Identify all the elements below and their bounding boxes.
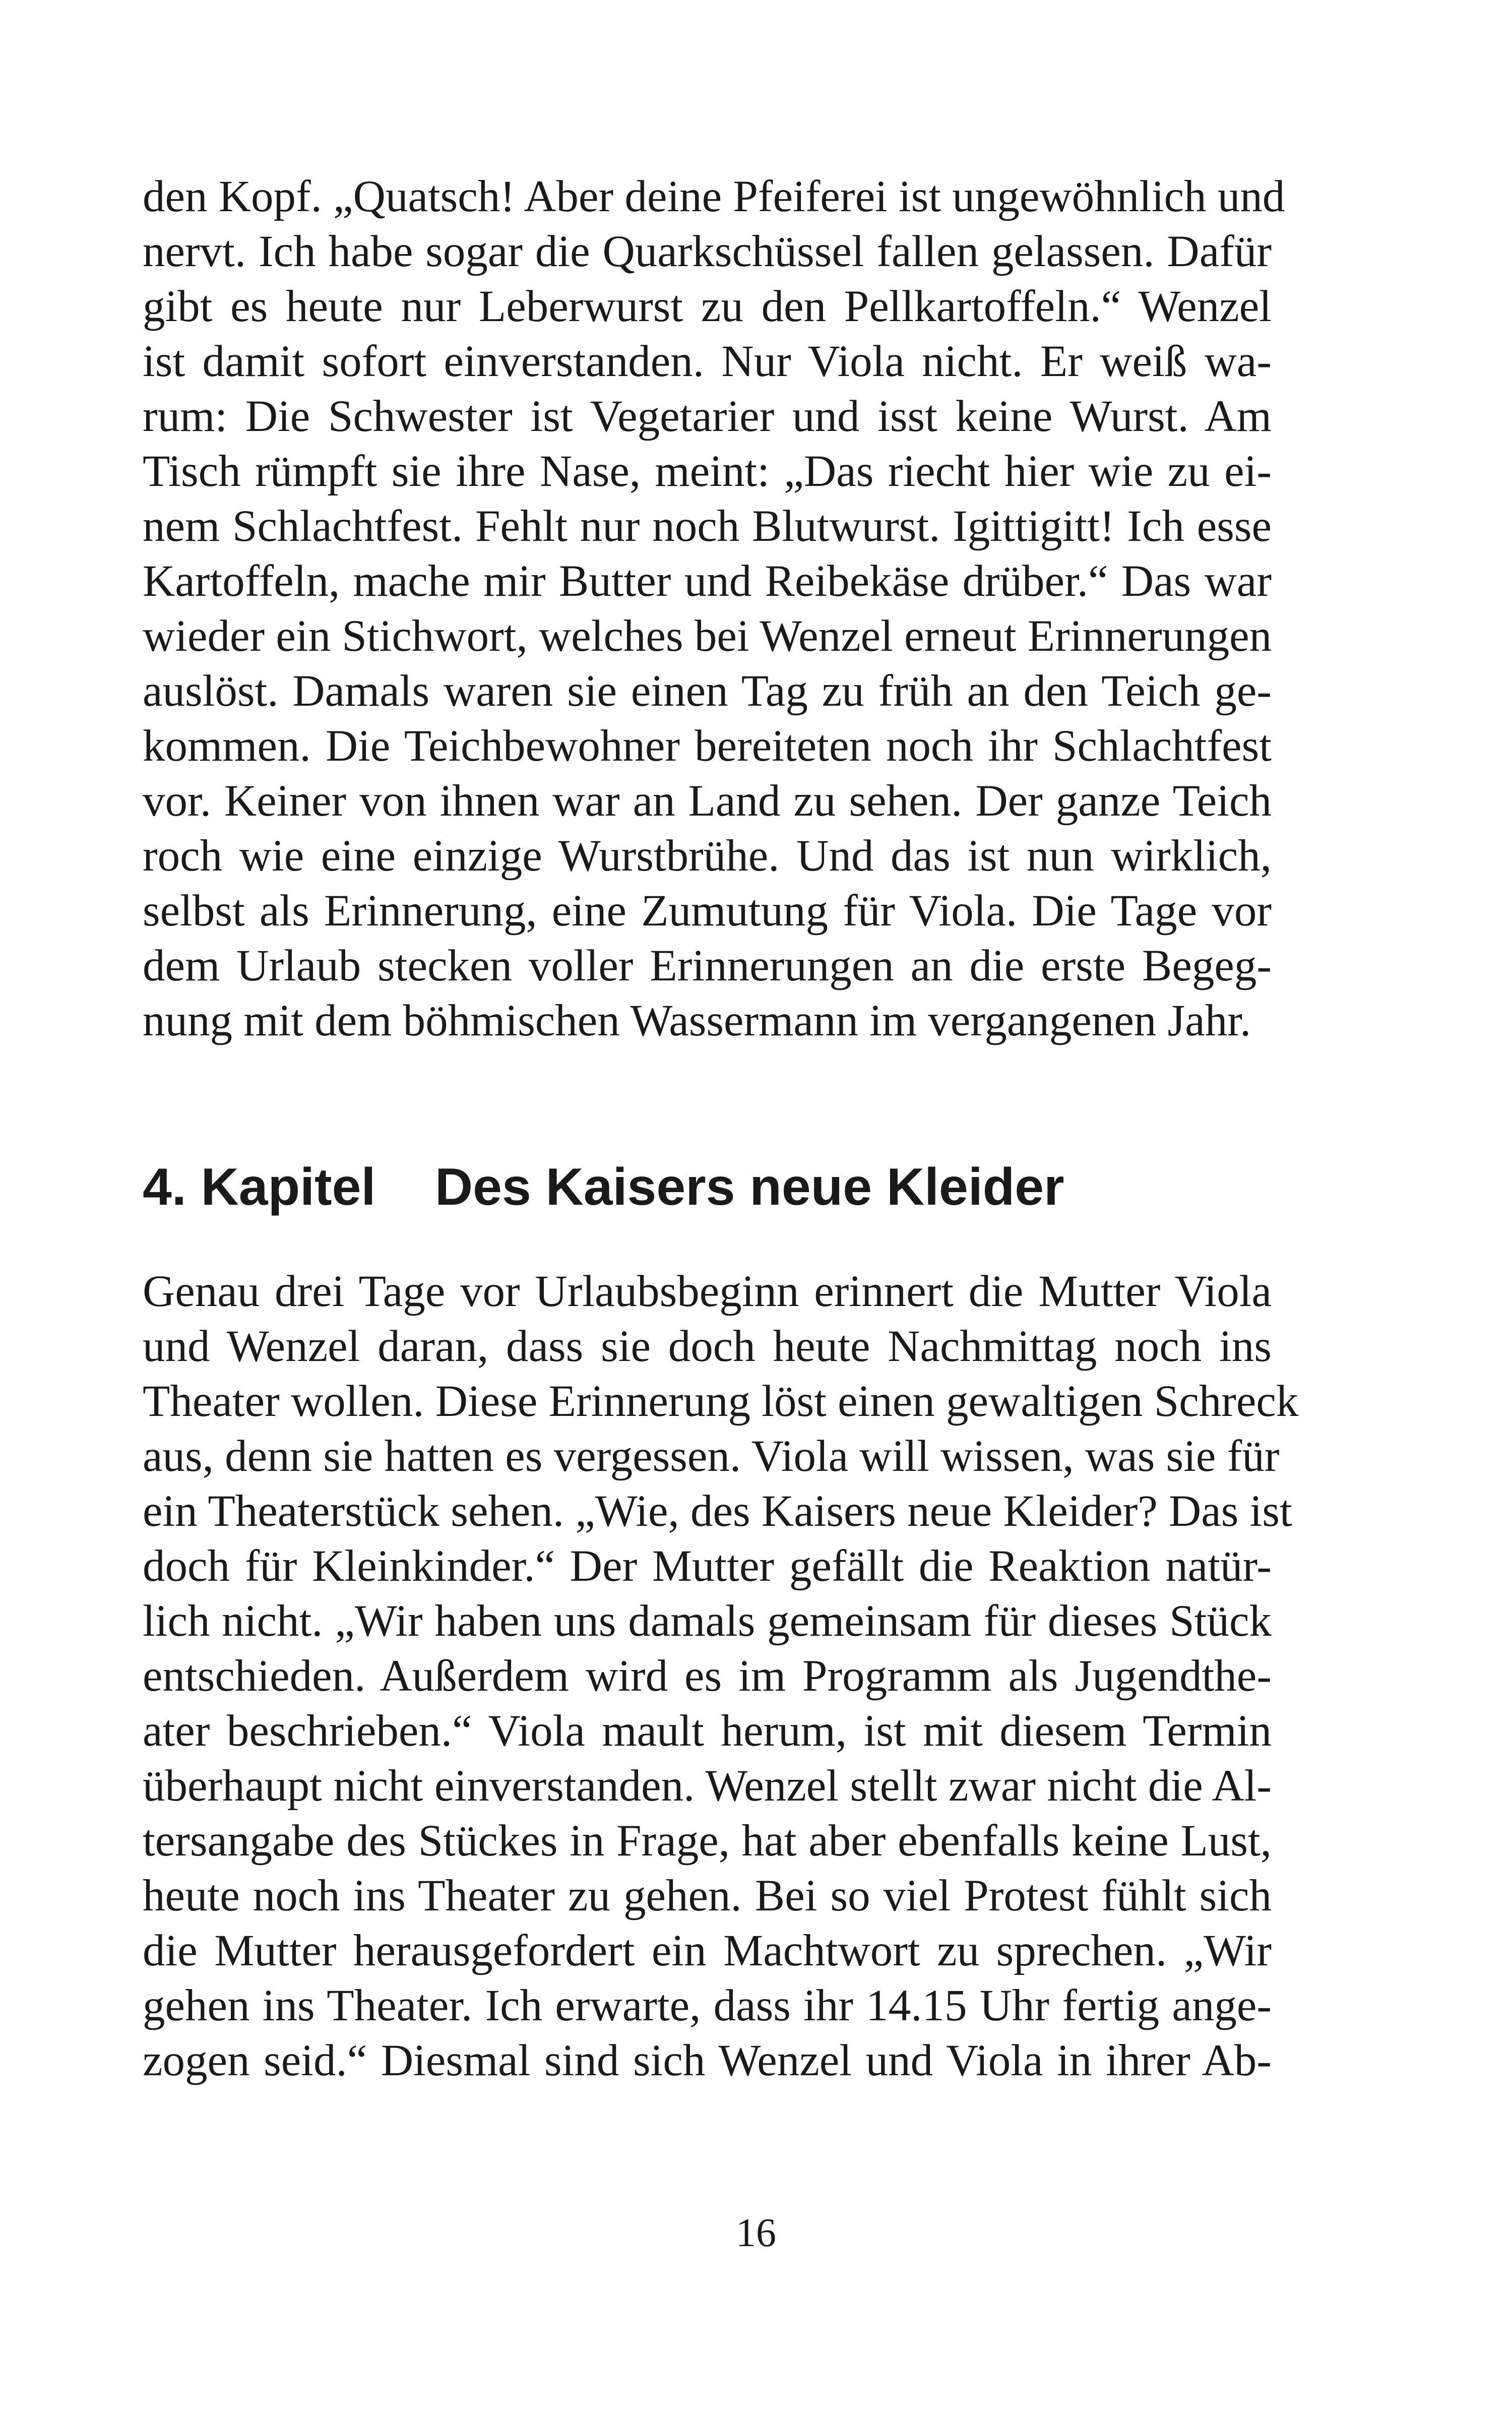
text-line: gibt es heute nur Leberwurst zu den Pellkartoffeln.“ Wenzel	[143, 282, 1272, 331]
text-line: Kartoffeln, mache mir Butter und Reibekäse drüber.“ Das war	[143, 556, 1272, 606]
text-line: vor. Keiner von ihnen war an Land zu sehen. Der ganze Teich	[143, 776, 1272, 826]
text-line: doch für Kleinkinder.“ Der Mutter gefällt die Reaktion natür-	[143, 1541, 1272, 1591]
text-line: auslöst. Damals waren sie einen Tag zu früh an den Teich ge-	[143, 666, 1272, 716]
text-line: ater beschrieben.“ Viola mault herum, ist mit diesem Termin	[143, 1706, 1272, 1756]
chapter-title: Des Kaisers neue Kleider	[435, 1158, 1064, 1216]
text-line: die Mutter herausgefordert ein Machtwort zu sprechen. „Wir	[143, 1926, 1272, 1975]
text-line: selbst als Erinnerung, eine Zumutung für Viola. Die Tage vor	[143, 886, 1272, 936]
text-line: und Wenzel daran, dass sie doch heute Nachmittag noch ins	[143, 1322, 1272, 1371]
text-line: gehen ins Theater. Ich erwarte, dass ihr 14.15 Uhr fertig ange-	[143, 1981, 1272, 2030]
text-line: tersangabe des Stückes in Frage, hat aber ebenfalls keine Lust,	[143, 1816, 1272, 1866]
text-line: entschieden. Außerdem wird es im Programm als Jugendthe-	[143, 1651, 1272, 1701]
text-line: wieder ein Stichwort, welches bei Wenzel erneut Erinnerungen	[143, 611, 1272, 661]
text-line: aus, denn sie hatten es vergessen. Viola will wissen, was sie für	[143, 1432, 1280, 1481]
page-number: 16	[736, 2211, 776, 2255]
text-line: zogen seid.“ Diesmal sind sich Wenzel und Viola in ihrer Ab-	[143, 2036, 1272, 2085]
text-line: Tisch rümpft sie ihre Nase, meint: „Das riecht hier wie zu ei-	[143, 447, 1272, 496]
text-line: Genau drei Tage vor Urlaubsbeginn erinnert die Mutter Viola	[143, 1267, 1272, 1316]
text-line: roch wie eine einzige Wurstbrühe. Und das ist nun wirklich,	[143, 831, 1272, 881]
text-line: heute noch ins Theater zu gehen. Bei so viel Protest fühlt sich	[143, 1871, 1272, 1920]
text-line: Theater wollen. Diese Erinnerung löst einen gewaltigen Schreck	[143, 1377, 1299, 1426]
text-line: nung mit dem böhmischen Wassermann im vergangenen Jahr.	[143, 996, 1251, 1045]
chapter-number: 4. Kapitel	[143, 1158, 376, 1216]
text-line: nem Schlachtfest. Fehlt nur noch Blutwurst. Igittigitt! Ich esse	[143, 502, 1272, 551]
text-line: dem Urlaub stecken voller Erinnerungen an die erste Begeg-	[143, 941, 1272, 990]
text-line: ein Theaterstück sehen. „Wie, des Kaisers neue Kleider? Das ist	[143, 1486, 1292, 1536]
text-line: rum: Die Schwester ist Vegetarier und isst keine Wurst. Am	[143, 392, 1272, 441]
text-line: nervt. Ich habe sogar die Quarkschüssel fallen gelassen. Dafür	[143, 227, 1272, 276]
text-line: lich nicht. „Wir haben uns damals gemeinsam für dieses Stück	[143, 1596, 1272, 1646]
text-line: den Kopf. „Quatsch! Aber deine Pfeiferei ist ungewöhnlich und	[143, 172, 1285, 221]
text-line: überhaupt nicht einverstanden. Wenzel stellt zwar nicht die Al-	[143, 1761, 1272, 1811]
text-line: ist damit sofort einverstanden. Nur Viola nicht. Er weiß wa-	[143, 337, 1272, 386]
text-line: kommen. Die Teichbewohner bereiteten noch ihr Schlachtfest	[143, 721, 1272, 771]
chapter-heading	[143, 1154, 1064, 1220]
